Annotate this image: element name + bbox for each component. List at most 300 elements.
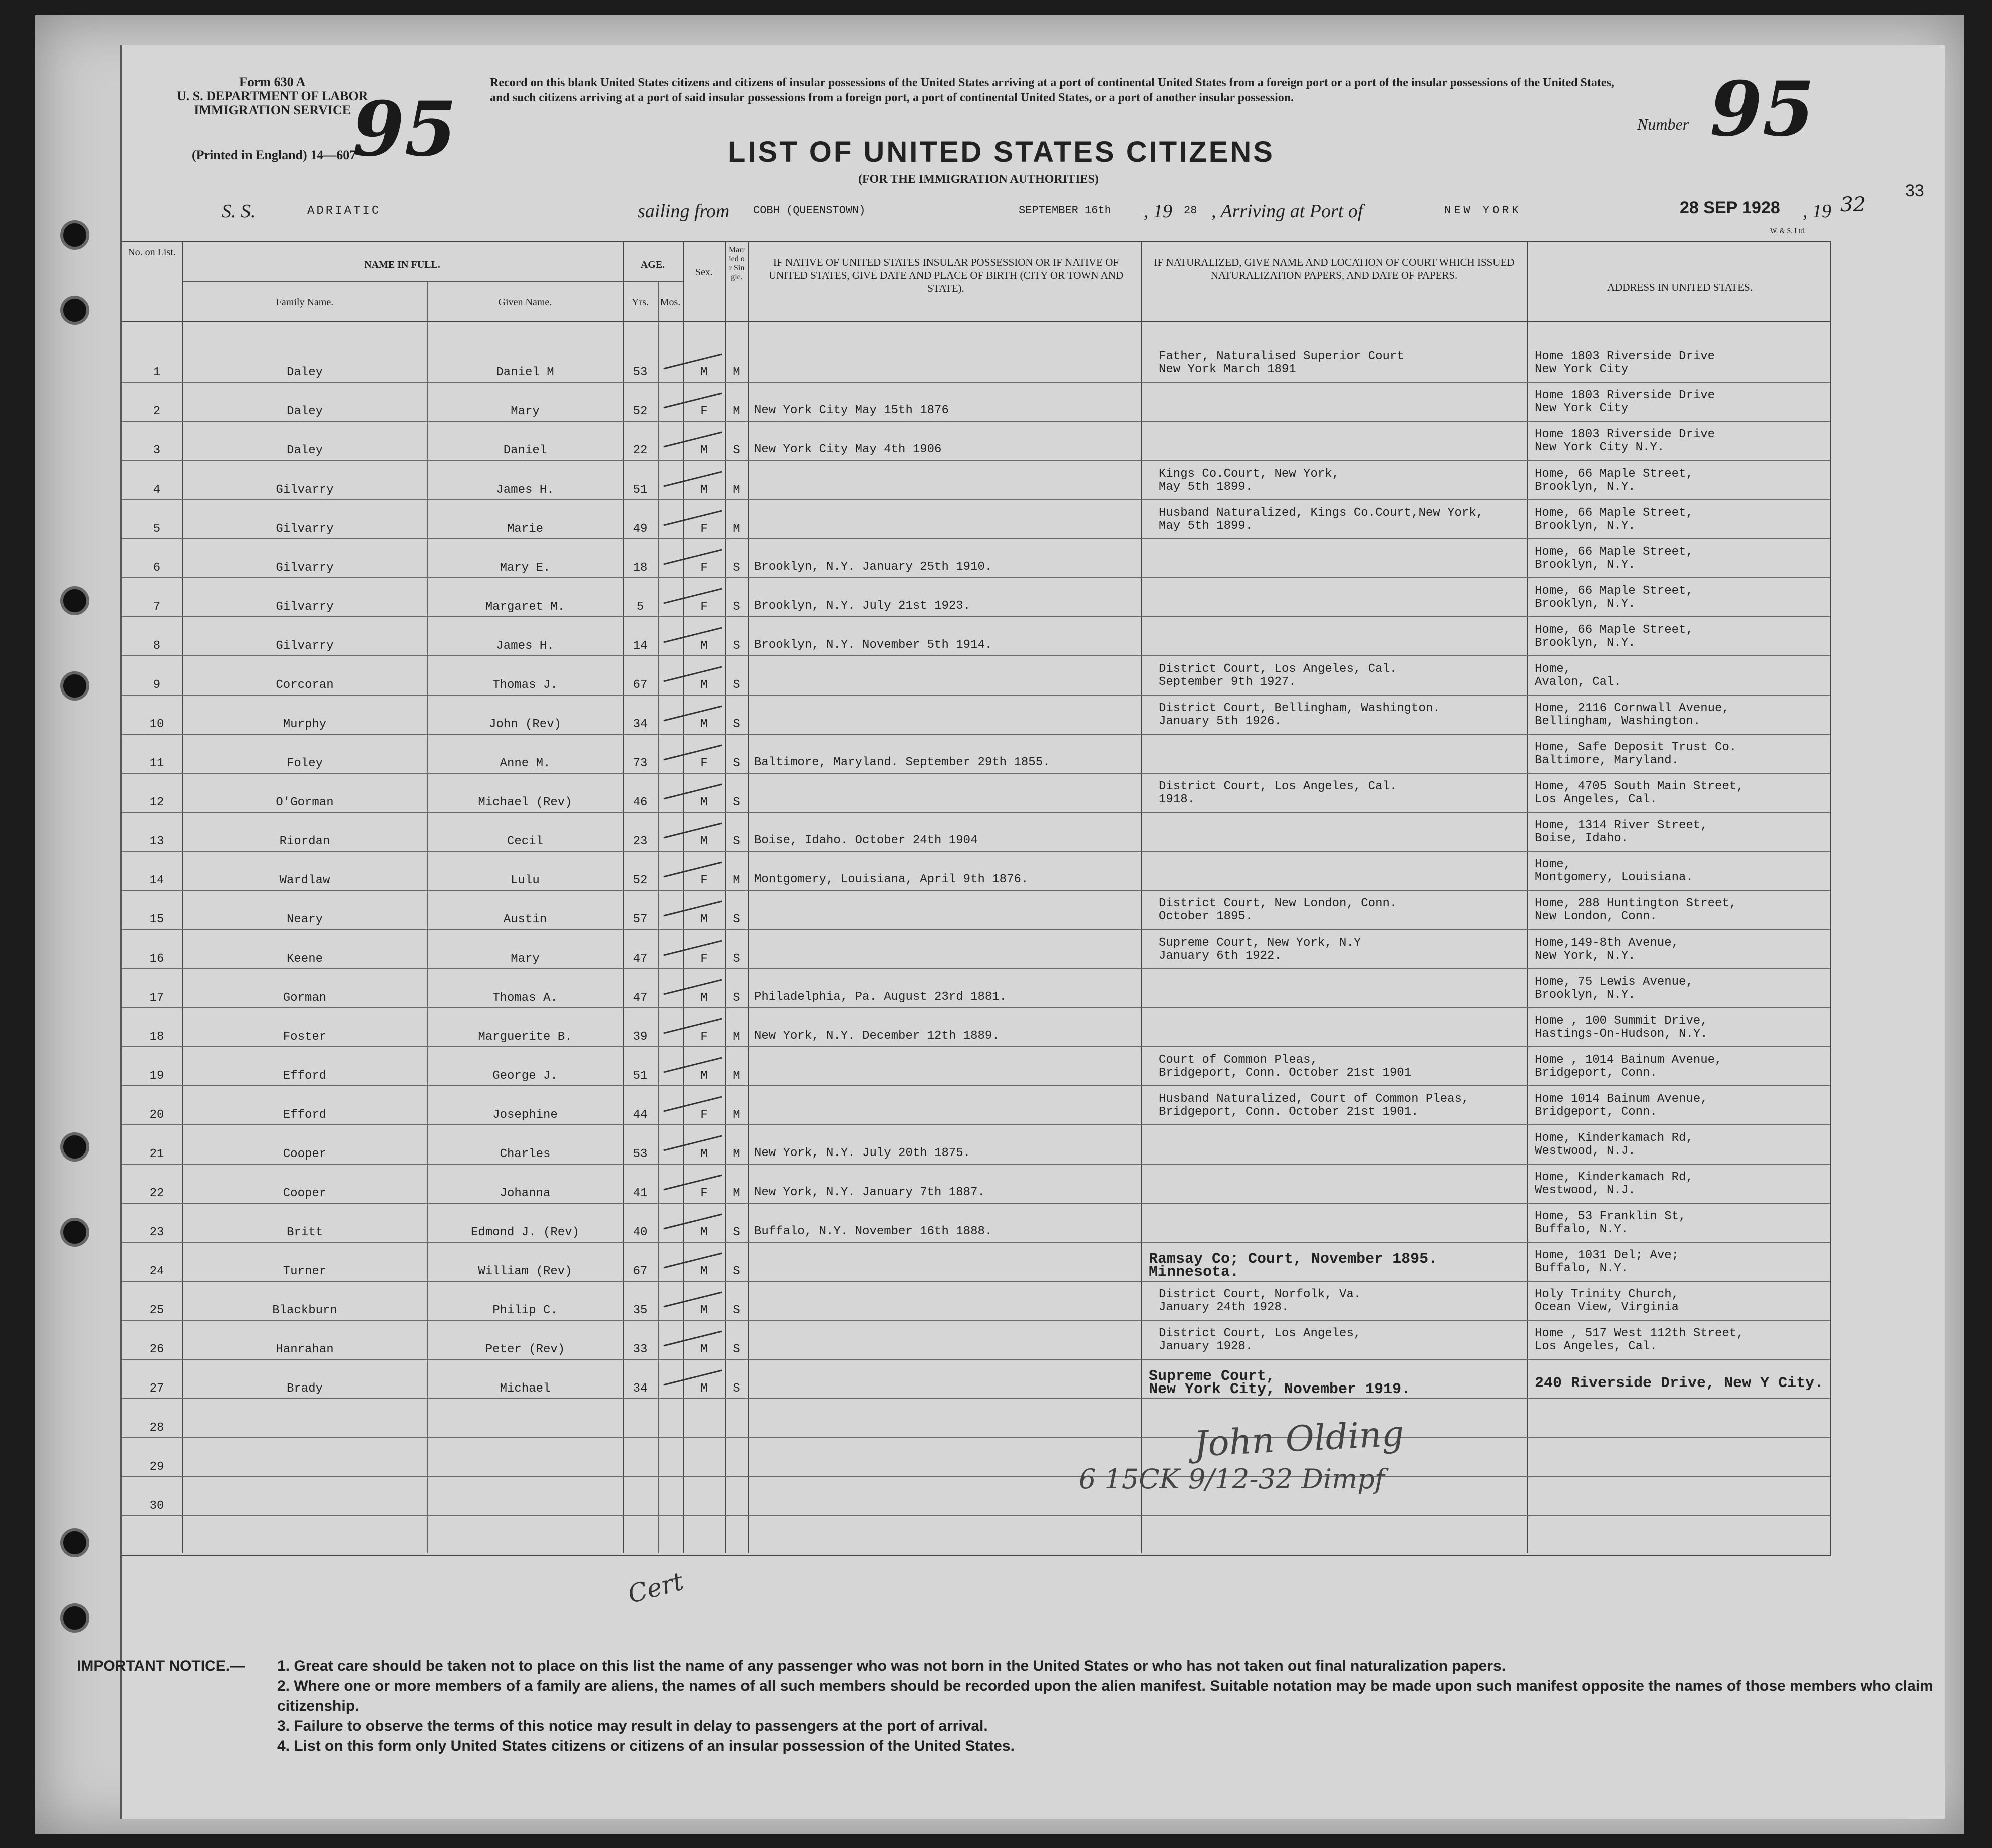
address-info: Home, 66 Maple Street, xyxy=(1535,623,1693,637)
naturalization-info: Ramsay Co; Court, November 1895. xyxy=(1149,1251,1438,1268)
given-name: Daniel M xyxy=(496,366,554,379)
family-name: Wardlaw xyxy=(279,874,330,887)
passenger-rows xyxy=(122,346,1830,1553)
naturalization-info: May 5th 1899. xyxy=(1159,519,1253,533)
form-identifier xyxy=(177,75,368,117)
age-years: 52 xyxy=(633,874,648,887)
punch-hole xyxy=(60,671,89,701)
handwritten-margin-note: Cert xyxy=(625,1566,687,1609)
given-name: Mary xyxy=(511,952,540,966)
number-label: Number xyxy=(1637,115,1689,133)
table-row xyxy=(122,1049,1830,1088)
family-name: Gilvarry xyxy=(276,600,334,614)
row-number: 15 xyxy=(149,913,164,927)
sex: F xyxy=(700,952,708,966)
address-info: Home, 66 Maple Street, xyxy=(1535,584,1693,598)
family-name: Foley xyxy=(286,757,323,770)
sailing-from-label: sailing from xyxy=(638,201,730,222)
sex: M xyxy=(700,1147,708,1161)
marital-status: M xyxy=(733,483,740,497)
row-number: 10 xyxy=(149,718,164,731)
marital-status: M xyxy=(733,874,740,887)
marital-status: M xyxy=(733,366,740,379)
table-row xyxy=(122,424,1830,463)
port-from: COBH (QUEENSTOWN) xyxy=(753,204,866,217)
address-info: New York City xyxy=(1535,402,1629,415)
age-years: 52 xyxy=(633,405,648,418)
address-info: Home 1014 Bainum Avenue, xyxy=(1535,1092,1708,1106)
naturalization-info: Minnesota. xyxy=(1149,1264,1239,1281)
address-info: New London, Conn. xyxy=(1535,910,1657,923)
form-sheet xyxy=(77,45,1945,1819)
address-info: Brooklyn, N.Y. xyxy=(1535,988,1636,1002)
family-name: Foster xyxy=(283,1030,327,1044)
age-years: 47 xyxy=(633,952,648,966)
sex: M xyxy=(700,1382,708,1396)
sex: M xyxy=(700,1069,708,1083)
table-row xyxy=(122,1127,1830,1167)
given-name: William (Rev) xyxy=(478,1265,572,1278)
row-number: 24 xyxy=(149,1265,164,1278)
marital-status: M xyxy=(733,1030,740,1044)
notice-item: 1. Great care should be taken not to place on this list the name of any passenger who was not born in the United States or who has not taken out final naturalization papers. xyxy=(277,1658,1506,1674)
age-years: 67 xyxy=(633,678,648,692)
row-number: 21 xyxy=(149,1147,164,1161)
given-name: Johanna xyxy=(500,1187,551,1200)
marital-status: S xyxy=(733,561,740,575)
table-row xyxy=(122,541,1830,580)
marital-status: S xyxy=(733,1382,740,1396)
marital-status: M xyxy=(733,1187,740,1200)
sex: F xyxy=(700,1030,708,1044)
punch-hole xyxy=(60,220,89,250)
table-row xyxy=(122,580,1830,619)
address-info: Home, xyxy=(1535,662,1571,676)
naturalization-info: Husband Naturalized, Kings Co.Court,New York, xyxy=(1159,506,1484,520)
address-info: Home, 4705 South Main Street, xyxy=(1535,780,1744,793)
marital-status: S xyxy=(733,678,740,692)
naturalization-info: Bridgeport, Conn. October 21st 1901 xyxy=(1159,1066,1412,1080)
age-years: 22 xyxy=(633,444,648,457)
naturalization-info: January 1928. xyxy=(1159,1340,1253,1353)
form-number: Form 630 A xyxy=(239,75,306,89)
marital-status: M xyxy=(733,1069,740,1083)
given-name: John (Rev) xyxy=(488,718,562,731)
naturalization-info: January 24th 1928. xyxy=(1159,1301,1289,1314)
row-number: 4 xyxy=(153,483,161,497)
address-info: New York City N.Y. xyxy=(1535,441,1665,454)
age-years: 51 xyxy=(633,1069,648,1083)
handwritten-list-number: 95 xyxy=(352,85,457,173)
address-info: Home , 1014 Bainum Avenue, xyxy=(1535,1053,1722,1067)
birth-info: Brooklyn, N.Y. July 21st 1923. xyxy=(754,599,971,613)
given-name: Margaret M. xyxy=(485,600,565,614)
age-years: 46 xyxy=(633,796,648,809)
table-row xyxy=(122,463,1830,502)
naturalization-info: New York March 1891 xyxy=(1159,363,1296,376)
sex: F xyxy=(700,600,708,614)
naturalization-info: January 6th 1922. xyxy=(1159,949,1282,963)
marital-status: S xyxy=(733,444,740,457)
address-info: Home, 66 Maple Street, xyxy=(1535,545,1693,559)
family-name: Efford xyxy=(283,1108,327,1122)
address-info: Home 1803 Riverside Drive xyxy=(1535,389,1715,402)
address-info: Home, Kinderkamach Rd, xyxy=(1535,1171,1693,1184)
given-name: George J. xyxy=(492,1069,558,1083)
given-name: Philip C. xyxy=(492,1304,558,1317)
table-row xyxy=(122,971,1830,1010)
department-label: U. S. DEPARTMENT OF LABOR xyxy=(177,89,368,103)
row-number: 27 xyxy=(149,1382,164,1396)
naturalization-info: District Court, Norfolk, Va. xyxy=(1159,1288,1361,1301)
marital-status: M xyxy=(733,405,740,418)
given-name: Thomas J. xyxy=(492,678,558,692)
naturalization-info: January 5th 1926. xyxy=(1159,715,1282,728)
address-info: Home , 517 West 112th Street, xyxy=(1535,1327,1744,1340)
row-number: 1 xyxy=(153,366,161,379)
col-no-on-list: No. on List. xyxy=(128,247,176,258)
family-name: Daley xyxy=(286,444,323,457)
family-name: Gilvarry xyxy=(276,522,334,536)
family-name: Brady xyxy=(286,1382,323,1396)
naturalization-info: Supreme Court, xyxy=(1149,1368,1276,1385)
sailing-date: SEPTEMBER 16th xyxy=(1019,204,1111,217)
marital-status: S xyxy=(733,639,740,653)
sex: M xyxy=(700,483,708,497)
age-years: 53 xyxy=(633,366,648,379)
birth-info: New York, N.Y. July 20th 1875. xyxy=(754,1146,971,1160)
form-instructions: Record on this blank United States citizens and citizens of insular possessions of the United States arriving at a port of continental United States from a foreign port or a port of the insular possessions of the United States, and such citizens arriving at a port of said insular possessions from a foreign port, a port of continental United States, or a port of another insular possession. xyxy=(490,76,1614,104)
naturalization-info: District Court, New London, Conn. xyxy=(1159,897,1397,910)
age-years: 49 xyxy=(633,522,648,536)
punch-hole xyxy=(60,1132,89,1162)
family-name: Efford xyxy=(283,1069,327,1083)
row-number: 9 xyxy=(153,678,161,692)
sex: F xyxy=(700,1187,708,1200)
family-name: O'Gorman xyxy=(276,796,334,809)
table-row xyxy=(122,932,1830,971)
sailing-year: 28 xyxy=(1184,204,1197,217)
document-page xyxy=(35,15,1964,1834)
birth-info: Brooklyn, N.Y. January 25th 1910. xyxy=(754,560,992,574)
marital-status: M xyxy=(733,1108,740,1122)
given-name: Edmond J. (Rev) xyxy=(470,1226,580,1239)
birth-info: New York, N.Y. December 12th 1889. xyxy=(754,1029,1000,1043)
address-info: Avalon, Cal. xyxy=(1535,675,1621,689)
ship-name: ADRIATIC xyxy=(307,204,381,218)
address-info: Home, Safe Deposit Trust Co. xyxy=(1535,741,1737,754)
marital-status: S xyxy=(733,796,740,809)
given-name: Peter (Rev) xyxy=(485,1343,565,1356)
table-row xyxy=(122,1245,1830,1284)
family-name: Keene xyxy=(286,952,323,966)
sex: M xyxy=(700,913,708,927)
given-name: Marie xyxy=(507,522,543,536)
notice-label: IMPORTANT NOTICE.— xyxy=(77,1658,245,1674)
col-mos: Mos. xyxy=(660,297,681,308)
age-years: 41 xyxy=(633,1187,648,1200)
given-name: Cecil xyxy=(507,835,543,848)
marital-status: S xyxy=(733,1226,740,1239)
given-name: Josephine xyxy=(492,1108,558,1122)
marital-status: S xyxy=(733,835,740,848)
punch-hole xyxy=(60,296,89,325)
age-years: 34 xyxy=(633,718,648,731)
marital-status: M xyxy=(733,522,740,536)
marital-status: S xyxy=(733,952,740,966)
family-name: Riordan xyxy=(279,835,330,848)
sex: M xyxy=(700,639,708,653)
sex: M xyxy=(700,366,708,379)
family-name: Neary xyxy=(286,913,323,927)
sex: F xyxy=(700,405,708,418)
col-native-birth: IF NATIVE OF UNITED STATES INSULAR POSSESSION OR IF NATIVE OF UNITED STATES, GIVE DATE AND PLACE OF BIRTH (CITY OR TOWN AND STATE). xyxy=(768,256,1124,294)
table-row xyxy=(122,1401,1830,1440)
address-info: Home, 1314 River Street, xyxy=(1535,819,1708,832)
address-info: Home 1803 Riverside Drive xyxy=(1535,428,1715,441)
age-years: 14 xyxy=(633,639,648,653)
family-name: Daley xyxy=(286,366,323,379)
address-info: Bridgeport, Conn. xyxy=(1535,1105,1657,1119)
given-name: Mary E. xyxy=(500,561,551,575)
sex: M xyxy=(700,1304,708,1317)
given-name: Lulu xyxy=(511,874,540,887)
given-name: James H. xyxy=(496,483,554,497)
address-info: Holy Trinity Church, xyxy=(1535,1288,1679,1301)
marital-status: S xyxy=(733,1265,740,1278)
birth-info: Baltimore, Maryland. September 29th 1855. xyxy=(754,756,1050,769)
naturalization-info: District Court, Bellingham, Washington. xyxy=(1159,702,1440,715)
birth-info: Montgomery, Louisiana, April 9th 1876. xyxy=(754,873,1029,886)
family-name: Hanrahan xyxy=(276,1343,334,1356)
row-number: 7 xyxy=(153,600,161,614)
table-row xyxy=(122,698,1830,737)
birth-info: Buffalo, N.Y. November 16th 1888. xyxy=(754,1225,992,1238)
naturalization-info: Father, Naturalised Superior Court xyxy=(1159,350,1404,363)
naturalization-info: Bridgeport, Conn. October 21st 1901. xyxy=(1159,1105,1419,1119)
port-to: NEW YORK xyxy=(1444,204,1522,217)
naturalization-info: Kings Co.Court, New York, xyxy=(1159,467,1340,481)
row-number: 29 xyxy=(149,1460,164,1474)
family-name: Gilvarry xyxy=(276,483,334,497)
arrival-stamp: 28 SEP 1928 xyxy=(1680,198,1780,217)
handwritten-signature: John Olding xyxy=(1193,1413,1405,1465)
age-years: 47 xyxy=(633,991,648,1005)
notice-item: 3. Failure to observe the terms of this notice may result in delay to passengers at the port of arrival. xyxy=(277,1718,988,1734)
family-name: Cooper xyxy=(283,1187,327,1200)
table-row xyxy=(122,1440,1830,1479)
table-row xyxy=(122,893,1830,932)
address-info: 240 Riverside Drive, New Y City. xyxy=(1535,1375,1824,1392)
row-number: 20 xyxy=(149,1108,164,1122)
naturalization-info: New York City, November 1919. xyxy=(1149,1381,1411,1398)
naturalization-info: May 5th 1899. xyxy=(1159,480,1253,494)
row-number: 8 xyxy=(153,639,161,653)
sex: M xyxy=(700,991,708,1005)
printed-in-label: (Printed in England) 14—607 xyxy=(192,148,356,162)
family-name: Corcoran xyxy=(276,678,334,692)
birth-info: New York City May 4th 1906 xyxy=(754,443,942,456)
address-info: Brooklyn, N.Y. xyxy=(1535,480,1636,494)
col-address: ADDRESS IN UNITED STATES. xyxy=(1607,281,1753,293)
sex: M xyxy=(700,1226,708,1239)
family-name: Gorman xyxy=(283,991,327,1005)
address-info: Brooklyn, N.Y. xyxy=(1535,519,1636,533)
handwritten-year: 32 xyxy=(1840,193,1866,216)
age-years: 39 xyxy=(633,1030,648,1044)
sex: M xyxy=(700,718,708,731)
marital-status: S xyxy=(733,1304,740,1317)
sex: F xyxy=(700,757,708,770)
table-row xyxy=(122,815,1830,854)
address-info: Brooklyn, N.Y. xyxy=(1535,636,1636,650)
address-info: Home , 100 Summit Drive, xyxy=(1535,1014,1708,1028)
row-number: 17 xyxy=(149,991,164,1005)
row-number: 23 xyxy=(149,1226,164,1239)
age-years: 40 xyxy=(633,1226,648,1239)
family-name: Murphy xyxy=(283,718,327,731)
family-name: Cooper xyxy=(283,1147,327,1161)
punch-hole xyxy=(60,1218,89,1247)
age-years: 51 xyxy=(633,483,648,497)
row-number: 28 xyxy=(149,1421,164,1435)
table-row xyxy=(122,1088,1830,1127)
row-number: 14 xyxy=(149,874,164,887)
family-name: Gilvarry xyxy=(276,561,334,575)
given-name: Austin xyxy=(503,913,547,927)
notice-item: 4. List on this form only United States citizens or citizens of an insular possession of the United States. xyxy=(277,1738,1015,1754)
row-number: 18 xyxy=(149,1030,164,1044)
address-info: Home, xyxy=(1535,858,1571,871)
age-years: 73 xyxy=(633,757,648,770)
address-info: Home, 75 Lewis Avenue, xyxy=(1535,975,1693,989)
row-number: 30 xyxy=(149,1499,164,1513)
birth-info: Brooklyn, N.Y. November 5th 1914. xyxy=(754,638,992,652)
address-info: Bellingham, Washington. xyxy=(1535,715,1701,728)
row-number: 5 xyxy=(153,522,161,536)
birth-info: New York City May 15th 1876 xyxy=(754,404,949,417)
punch-hole xyxy=(60,1528,89,1557)
address-info: Westwood, N.J. xyxy=(1535,1184,1636,1197)
sex: M xyxy=(700,1265,708,1278)
marital-status: S xyxy=(733,600,740,614)
address-info: Brooklyn, N.Y. xyxy=(1535,558,1636,572)
punch-hole xyxy=(60,1603,89,1633)
sex: M xyxy=(700,678,708,692)
address-info: Home, 2116 Cornwall Avenue, xyxy=(1535,702,1729,715)
given-name: James H. xyxy=(496,639,554,653)
sex: F xyxy=(700,561,708,575)
address-info: Ocean View, Virginia xyxy=(1535,1301,1679,1314)
notice-items xyxy=(277,1656,1960,1756)
year-prefix-2: , 19 xyxy=(1803,201,1831,222)
row-number: 12 xyxy=(149,796,164,809)
table-row xyxy=(122,619,1830,658)
address-info: Home,149-8th Avenue, xyxy=(1535,936,1679,950)
address-info: Home, 1031 Del; Ave; xyxy=(1535,1249,1679,1262)
given-name: Michael xyxy=(500,1382,551,1396)
birth-info: Boise, Idaho. October 24th 1904 xyxy=(754,834,978,847)
naturalization-info: District Court, Los Angeles, Cal. xyxy=(1159,780,1397,793)
table-row xyxy=(122,502,1830,541)
address-info: Westwood, N.J. xyxy=(1535,1144,1636,1158)
address-info: Home, Kinderkamach Rd, xyxy=(1535,1131,1693,1145)
age-years: 34 xyxy=(633,1382,648,1396)
col-married-single: Married or Single. xyxy=(729,246,745,281)
address-info: Baltimore, Maryland. xyxy=(1535,754,1679,767)
page-title: LIST OF UNITED STATES CITIZENS xyxy=(728,136,1275,168)
table-row xyxy=(122,1323,1830,1362)
given-name: Marguerite B. xyxy=(478,1030,572,1044)
naturalization-info: October 1895. xyxy=(1159,910,1253,923)
col-family-name: Family Name. xyxy=(276,297,334,308)
handwritten-number: 95 xyxy=(1710,65,1815,153)
address-info: Los Angeles, Cal. xyxy=(1535,793,1657,806)
punch-hole xyxy=(60,586,89,615)
row-number: 25 xyxy=(149,1304,164,1317)
row-number: 16 xyxy=(149,952,164,966)
naturalization-info: Husband Naturalized, Court of Common Pleas, xyxy=(1159,1092,1469,1106)
marital-status: M xyxy=(733,1147,740,1161)
birth-info: New York, N.Y. January 7th 1887. xyxy=(754,1186,985,1199)
sex: F xyxy=(700,522,708,536)
address-info: Home, 288 Huntington Street, xyxy=(1535,897,1737,910)
address-info: Hastings-On-Hudson, N.Y. xyxy=(1535,1027,1708,1041)
arriving-label: , Arriving at Port of xyxy=(1211,201,1363,222)
address-info: Bridgeport, Conn. xyxy=(1535,1066,1657,1080)
table-row xyxy=(122,737,1830,776)
given-name: Michael (Rev) xyxy=(478,796,572,809)
age-years: 57 xyxy=(633,913,648,927)
row-number: 11 xyxy=(149,757,164,770)
ss-label: S. S. xyxy=(222,201,256,222)
col-age: AGE. xyxy=(640,259,665,270)
given-name: Anne M. xyxy=(500,757,551,770)
row-number: 3 xyxy=(153,444,161,457)
birth-info: Philadelphia, Pa. August 23rd 1881. xyxy=(754,990,1007,1004)
address-info: New York City xyxy=(1535,363,1629,376)
naturalization-info: September 9th 1927. xyxy=(1159,675,1296,689)
age-years: 18 xyxy=(633,561,648,575)
sex: M xyxy=(700,444,708,457)
table-row xyxy=(122,1167,1830,1206)
voyage-line xyxy=(222,193,1875,225)
age-years: 35 xyxy=(633,1304,648,1317)
given-name: Charles xyxy=(500,1147,551,1161)
col-name-in-full: NAME IN FULL. xyxy=(364,259,440,270)
table-row xyxy=(122,1479,1830,1518)
table-row xyxy=(122,854,1830,893)
notice-item: 2. Where one or more members of a family are aliens, the names of all such members should be recorded upon the alien manifest. Suitable notation may be made upon such manifest opposite the names of those members who claim citizenship. xyxy=(277,1678,1933,1714)
page-mark: 33 xyxy=(1905,181,1924,200)
col-naturalized: IF NATURALIZED, GIVE NAME AND LOCATION OF COURT WHICH ISSUED NATURALIZATION PAPERS, AND DATE OF PAPERS. xyxy=(1154,256,1515,281)
age-years: 33 xyxy=(633,1343,648,1356)
address-info: Los Angeles, Cal. xyxy=(1535,1340,1657,1353)
naturalization-info: Supreme Court, New York, N.Y xyxy=(1159,936,1361,950)
col-yrs: Yrs. xyxy=(632,297,649,308)
table-row xyxy=(122,385,1830,424)
col-given-name: Given Name. xyxy=(498,297,552,308)
given-name: Mary xyxy=(511,405,540,418)
naturalization-info: 1918. xyxy=(1159,793,1195,806)
table-row xyxy=(122,776,1830,815)
address-info: Montgomery, Louisiana. xyxy=(1535,871,1693,884)
marital-status: S xyxy=(733,913,740,927)
age-years: 67 xyxy=(633,1265,648,1278)
naturalization-info: District Court, Los Angeles, xyxy=(1159,1327,1361,1340)
sex: M xyxy=(700,1343,708,1356)
table-row xyxy=(122,658,1830,698)
